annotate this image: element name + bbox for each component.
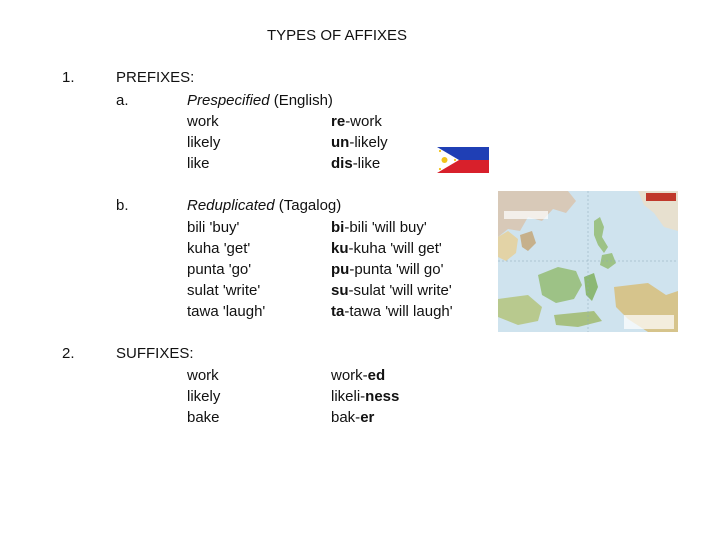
language-map-image — [498, 191, 678, 332]
list-item: kuha 'get' — [187, 240, 251, 257]
stem: work- — [331, 367, 368, 384]
prespecified-label: Prespecified — [187, 92, 270, 109]
affix: re — [331, 113, 346, 130]
list-item: work — [187, 367, 219, 384]
list-item: likely — [187, 388, 221, 405]
philippines-flag-icon — [437, 147, 489, 173]
list-item: bake — [187, 409, 220, 426]
stem: -work — [345, 113, 382, 130]
list-item — [331, 240, 442, 258]
english-label: (English) — [269, 92, 333, 109]
list-item — [331, 367, 385, 385]
list-item: work — [187, 113, 219, 130]
list-item — [331, 219, 427, 237]
list-item — [331, 282, 452, 300]
subsection-b-label — [187, 197, 341, 215]
page-title: TYPES OF AFFIXES — [267, 27, 408, 44]
stem: -bili 'will buy' — [344, 219, 427, 236]
list-item — [331, 134, 388, 152]
affix: ta — [331, 303, 345, 320]
affix: su — [331, 282, 349, 299]
section-1-number: 1. — [62, 69, 75, 86]
list-item: tawa 'laugh' — [187, 303, 266, 320]
subsection-a-marker: a. — [116, 92, 129, 109]
stem: -likely — [349, 134, 388, 151]
stem: -punta 'will go' — [349, 261, 444, 278]
list-item: like — [187, 155, 210, 172]
affix: dis — [331, 155, 353, 172]
affix: bi — [331, 219, 345, 236]
list-item — [331, 303, 453, 321]
affix: ed — [367, 367, 386, 384]
list-item: likely — [187, 134, 221, 151]
affix: er — [360, 409, 375, 426]
stem: -sulat 'will write' — [348, 282, 452, 299]
list-item: punta 'go' — [187, 261, 252, 278]
section-2-number: 2. — [62, 345, 75, 362]
list-item — [331, 388, 399, 406]
stem: likeli- — [331, 388, 366, 405]
affix: un — [331, 134, 350, 151]
stem: -like — [352, 155, 381, 172]
list-item: bili 'buy' — [187, 219, 240, 236]
stem: bak- — [331, 409, 361, 426]
affix: ness — [365, 388, 400, 405]
list-item — [331, 409, 374, 427]
list-item — [331, 113, 382, 131]
prefixes-heading: PREFIXES: — [116, 69, 195, 86]
stem: -kuha 'will get' — [348, 240, 442, 257]
stem: -tawa 'will laugh' — [344, 303, 453, 320]
tagalog-label: (Tagalog) — [274, 197, 342, 214]
affix: pu — [331, 261, 350, 278]
subsection-a-label — [187, 92, 333, 110]
suffixes-heading: SUFFIXES: — [116, 345, 194, 362]
list-item — [331, 261, 443, 279]
reduplicated-label: Reduplicated — [187, 197, 275, 214]
affix: ku — [331, 240, 349, 257]
subsection-b-marker: b. — [116, 197, 129, 214]
list-item: sulat 'write' — [187, 282, 261, 299]
list-item — [331, 155, 380, 173]
